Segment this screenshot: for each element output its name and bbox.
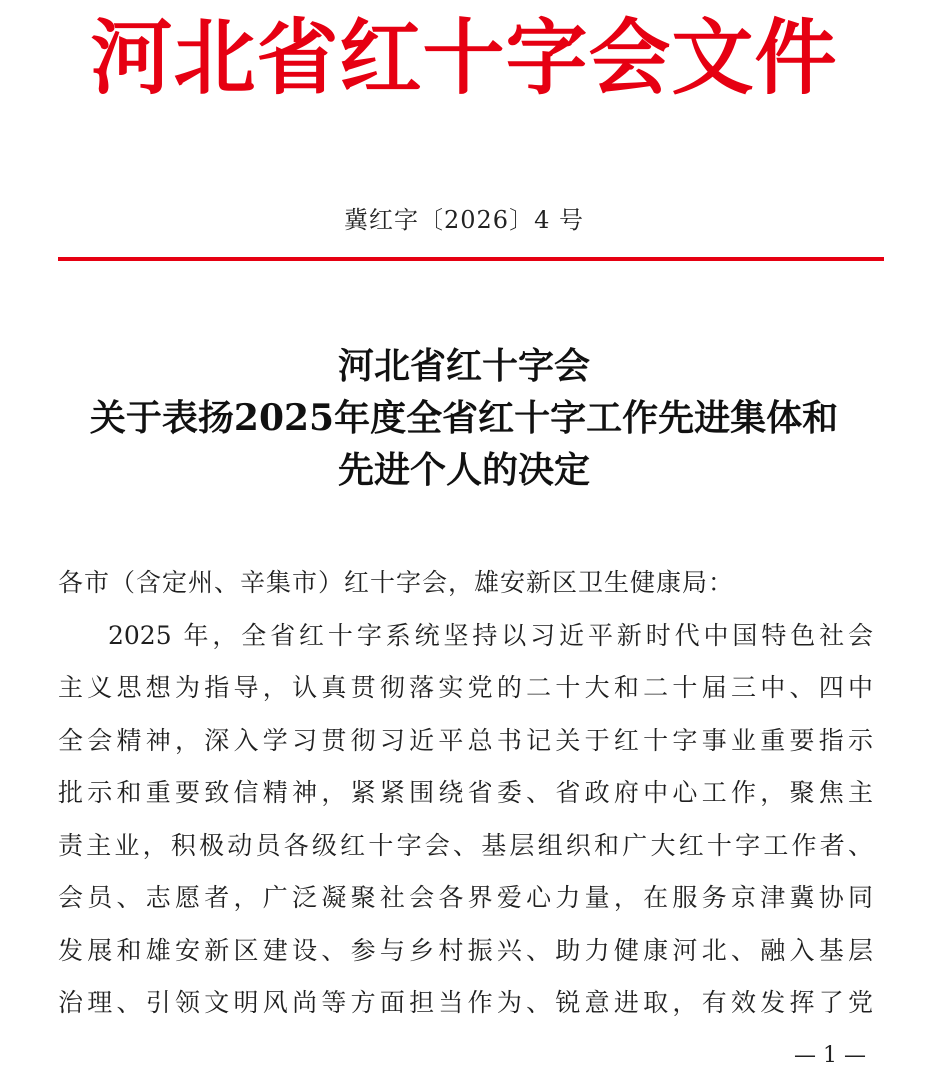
body-line-3: 全会精神，深入学习贯彻习近平总书记关于红十字事业重要指示 — [58, 725, 873, 755]
document-body — [58, 557, 873, 1030]
page-number: — 1 — — [794, 1043, 866, 1068]
red-divider-line — [58, 257, 884, 261]
document-number: 冀红字〔2026〕4 号 — [344, 206, 584, 234]
body-line-8: 治理、引领文明风尚等方面担当作为、锐意进取，有效发挥了党 — [58, 988, 873, 1017]
body-line-7: 发展和雄安新区建设、参与乡村振兴、助力健康河北、融入基层 — [58, 935, 873, 965]
addressee-line: 各市（含定州、辛集市）红十字会，雄安新区卫生健康局： — [58, 568, 735, 597]
body-line-2: 主义思想为指导，认真贯彻落实党的二十大和二十届三中、四中 — [58, 673, 873, 702]
masthead-title: 河北省红十字会文件 — [90, 10, 838, 106]
body-line-4: 批示和重要致信精神，紧紧围绕省委、省政府中心工作，聚焦主 — [58, 778, 873, 807]
document-title — [0, 340, 928, 496]
title-line-2: 关于表扬2025年度全省红十字工作先进集体和 — [89, 397, 839, 439]
body-line-5: 责主业，积极动员各级红十字会、基层组织和广大红十字工作者、 — [58, 830, 873, 860]
title-line-1: 河北省红十字会 — [337, 345, 590, 387]
body-line-1: 2025 年，全省红十字系统坚持以习近平新时代中国特色社会 — [108, 620, 873, 650]
title-line-3: 先进个人的决定 — [337, 449, 590, 491]
body-line-6: 会员、志愿者，广泛凝聚社会各界爱心力量，在服务京津冀协同 — [58, 883, 873, 912]
